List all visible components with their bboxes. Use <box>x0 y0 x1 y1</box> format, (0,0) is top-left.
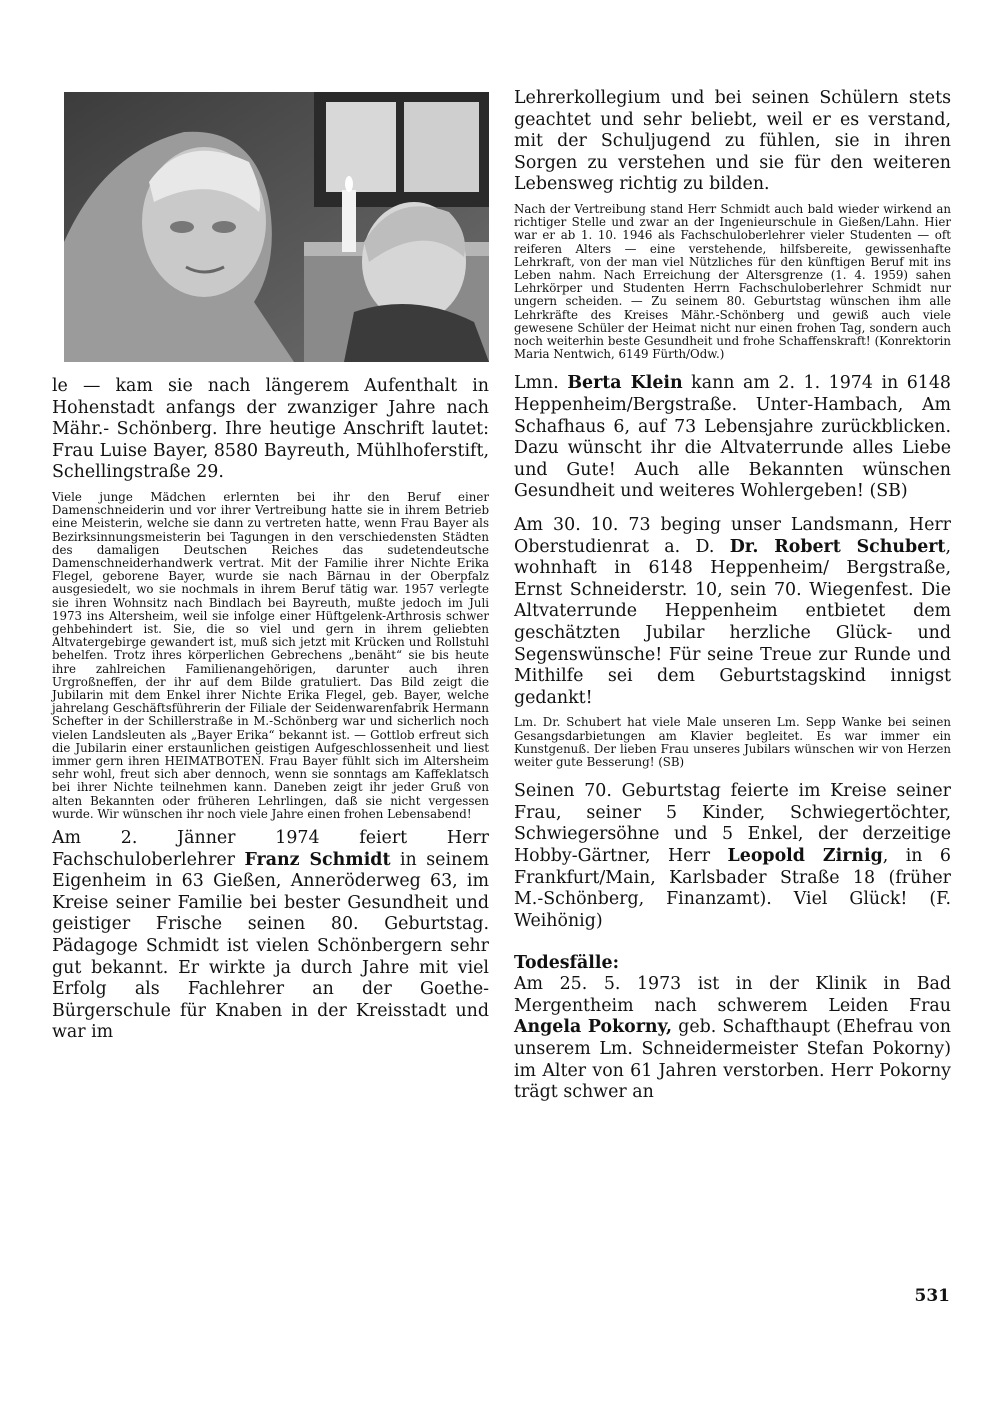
section-heading-deaths: Todesfälle: <box>514 953 620 974</box>
text-run: Lmn. <box>514 373 568 394</box>
text-run: , in 6 Frankfurt/Main, Karlsbader Straße 18 (früher M.-Schönberg, Finanzamt). Viel Glück! (F. Weihönig) <box>514 845 951 931</box>
text-run: Am 25. 5. 1973 ist in der Klinik in Bad Mergentheim nach schwerem Leiden Frau <box>514 974 951 1016</box>
bayer-article-body: Viele junge Mädchen erlernten bei ihr den Beruf einer Damenschneiderin und vor ihrer Vertreibung hatte sie in ihrem Betrieb eine Meisterin, welche sie dann zu vertreten hatte, wenn Frau Bayer als Bezirksinnungsmeisterin bei Tagungen in den verschiedensten Städten des damaligen Deutschen Reiches das sudetendeutsche Damenschneiderhandwerk vertrat. Mit der Familie ihrer Nichte Erika Flegel, geborene Bayer, wurde sie nach Bärnau in der Oberpfalz ausgesiedelt, wo sie nochmals in ihrem Beruf tätig war. 1957 verlegte sie ihren Wohnsitz nach Bindlach bei Bayreuth, mußte jedoch im Juli 1973 ins Altersheim, weil sie infolge einer Hüftgelenk-Arthrosis schwer gehbehindert ist. Sie, die so viel und gern in ihrem geliebten Altvatergebirge gewandert ist, muß sich jetzt mit Krücken und Rollstuhl behelfen. Trotz ihres körperlichen Gebrechens „benäht“ sie bis heute ihre zahlreichen Familienangehörigen, darunter auch ihren Urgroßneffen, der ihr auf dem Bilde gratuliert. Das Bild zeigt die Jubilarin mit dem Enkel ihrer Nichte Erika Flegel, geb. Bayer, welche jahrelang Geschäftsführerin der Filiale der Seidenwarenfabrik Hermann Schefter in der Schillerstraße in M.-Schönberg war und sicherlich noch vielen Landsleuten als „Bayer Erika“ bekannt ist. — Gottlob erfreut sich die Jubilarin einer erstaunlichen geistigen Aufgeschlossenheit und liest immer gern ihren HEIMATBOTEN. Frau Bayer fühlt sich im Altersheim sehr wohl, freut sich aber dennoch, wenn sie sonntags am Kaffeklatsch bei ihrer Nichte teilnehmen kann. Daneben zeigt ihr jeder Gruß von alten Bekannten oder früheren Lehrlingen, daß sie nicht vergessen wurde. Wir wünschen ihr noch viele Jahre einen frohen Lebensabend! <box>52 489 489 821</box>
schmidt-article-lead <box>52 828 489 1044</box>
text-run: geb. Schafthaupt (Ehefrau von unserem Lm. Schneidermeister Stefan Pokorny) im Alter von 61 Jahren verstorben. Herr Pokorny trägt schwer an <box>514 1017 951 1103</box>
schmidt-article-continued: Lehrerkollegium und bei seinen Schülern stets geachtet und sehr beliebt, weil er es verstand, mit der Schuljugend zu fühlen, sie in ihren Sorgen zu verstehen und sie für den weiteren Lebensweg richtig zu bilden. <box>514 88 951 195</box>
right-column <box>514 88 951 1104</box>
photo-illustration <box>64 92 489 362</box>
text-run: , wohnhaft in 6148 Heppenheim/ Bergstraße, Ernst Schneiderstr. 10, sein 70. Wiegenfest. Die Altvaterrunde Heppenheim entbietet dem geschätzten Jubilar herzliche Glück- und Segenswünsche! Für seine Treue zur Runde und Mithilfe sei dem Geburtstagskind innigst gedankt! <box>514 536 951 708</box>
bayer-article-lead: le — kam sie nach längerem Aufenthalt in Hohenstadt anfangs der zwanziger Jahre nach Mähr.- Schönberg. Ihre heutige Anschrift lautet: Frau Luise Bayer, 8580 Bayreuth, Mühlhoferstift, Schellingstraße 29. <box>52 376 489 483</box>
name-franz-schmidt: Franz Schmidt <box>244 849 391 870</box>
schubert-birthday-notice <box>514 515 951 709</box>
name-angela-pokorny: Angela Pokorny, <box>514 1017 673 1038</box>
text-run: Seinen 70. Geburtstag feierte im Kreise seiner Frau, seiner 5 Kinder, Schwiegertöchter, Schwiegersöhne und 5 Enkel, der derzeitige Hobby-Gärtner, Herr <box>514 781 951 866</box>
text-run: Am 30. 10. 73 beging unser Landsmann, Herr Oberstudienrat a. D. <box>514 514 951 557</box>
text-run: kann am 2. 1. 1974 in 6148 Heppenheim/Bergstraße. Unter-Hambach, Am Schafhaus 6, auf 73 Lebensjahre zurückblicken. Dazu wünscht ihr die Altvaterrunde alles Liebe und Gute! Auch alle Bekannten wünschen Gesundheit und weiteres Wohlergeben! (SB) <box>514 373 952 502</box>
name-robert-schubert: Dr. Robert Schubert <box>729 536 946 557</box>
schubert-addendum: Lm. Dr. Schubert hat viele Male unseren Lm. Sepp Wanke bei seinen Gesangsdarbietungen am Klavier begleitet. Es war immer ein Kunstgenuß. Der lieben Frau unseres Jubilars wünschen wir von Herzen weiter gute Besserung! (SB) <box>514 715 951 769</box>
name-berta-klein: Berta Klein <box>567 373 683 394</box>
zirnig-birthday-notice <box>514 781 951 932</box>
schmidt-article-body: Nach der Vertreibung stand Herr Schmidt auch bald wieder wirkend an richtiger Stelle und zwar an der Ingenieurschule in Gießen/Lahn. Hier war er ab 1. 10. 1946 als Fachschuloberlehrer vieler Studenten — oft reiferen Alters — eine verstehende, hilfsbereite, gewissenhafte Lehrkraft, von der man viel Nützliches für den künftigen Beruf mit ins Leben nahm. Nach Erreichung der Altersgrenze (1. 4. 1959) sahen Lehrkörper und Studenten Herrn Fachschuloberlehrer Schmidt nur ungern scheiden. — Zu seinem 80. Geburtstag wünschen ihm alle Lehrkräfte des Kreises Mähr.-Schönberg und gewiß auch viele gewesene Schüler der Heimat nicht nur einen frohen Tag, sondern auch noch weiterhin beste Gesundheit und frohe Schaffenskraft! (Konrektorin Maria Nentwich, 6149 Fürth/Odw.) <box>514 201 951 362</box>
left-column <box>52 92 489 1044</box>
name-leopold-zirnig: Leopold Zirnig <box>727 845 883 866</box>
klein-birthday-notice <box>514 373 951 503</box>
text-run: Am 2. Jänner 1974 feiert Herr Fachschuloberlehrer <box>52 828 489 870</box>
page-number: 531 <box>914 1286 950 1306</box>
pokorny-obituary <box>514 974 951 1104</box>
text-run: in seinem Eigenheim in 63 Gießen, Anneröderweg 63, im Kreise seiner Familie bei bester Gesundheit und geistiger Frische seinen 80. Geburtstag. Pädagoge Schmidt ist vielen Schönbergern sehr gut bekannt. Er wirkte ja durch Jahre mit viel Erfolg als Fachlehrer an der Goethe-Bürgerschule für Knaben in der Kreisstadt und war im <box>52 849 489 1043</box>
photo-elderly-woman-with-child <box>64 92 489 362</box>
